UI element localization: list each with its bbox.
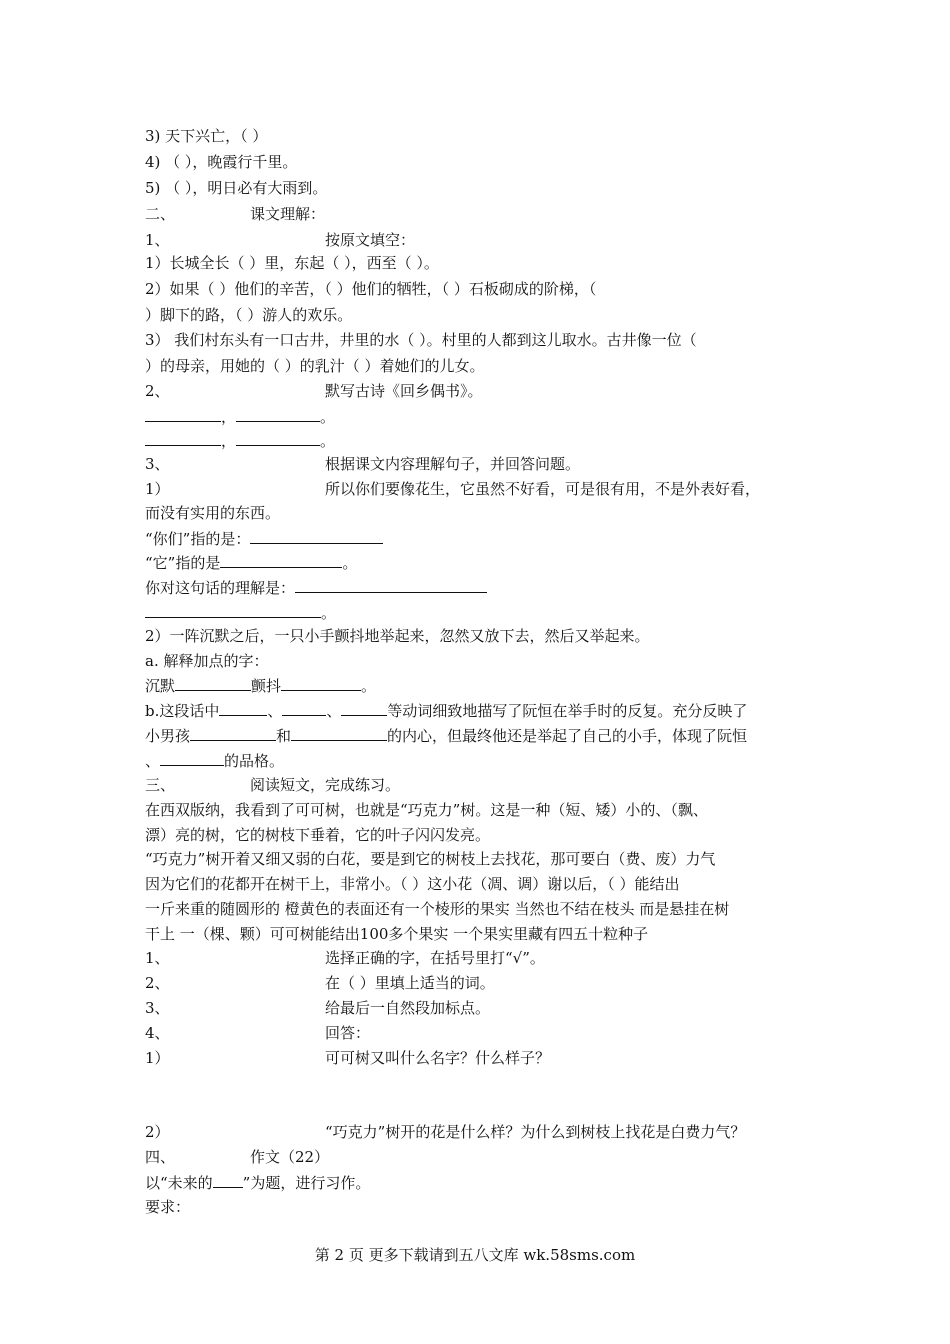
answer-1-text: 可可树又叫什么名字？什么样子？: [325, 1049, 551, 1067]
sentence-1-number: 1）: [145, 480, 170, 498]
blank[interactable]: [145, 431, 221, 446]
question-ta: “它”指的是 。: [145, 554, 358, 572]
fill-line-2: 2）如果（ ）他们的辛苦，（ ）他们的牺牲，（ ）石板砌成的阶梯，（: [145, 280, 597, 298]
passage-line-4: 因为它们的花都开在树干上，非常小。（ ）这小花（凋、调）谢以后，（ ）能结出: [145, 875, 680, 893]
poem-line-2: ， 。: [145, 431, 335, 450]
section-3-title: 阅读短文，完成练习。: [250, 776, 401, 794]
blank[interactable]: [219, 701, 267, 716]
passage-line-6: 干上 一（棵、颗）可可树能结出100多个果实 一个果实里藏有四五十粒种子: [145, 925, 649, 943]
answer-2-text: “巧克力”树开的花是什么样？为什么到树枝上找花是白费力气？: [325, 1123, 746, 1141]
answer-1-number: 1）: [145, 1049, 170, 1067]
explain-words: 沉默 颤抖 。: [145, 677, 377, 695]
section-2-number: 二、: [145, 205, 176, 223]
fill-line-3: 3） 我们村东头有一口古井，井里的水（ ）。村里的人都到这儿取水。古井像一位（: [145, 331, 697, 349]
section-3-number: 三、: [145, 776, 176, 794]
q3-1-text: 选择正确的字，在括号里打“√”。: [325, 949, 545, 967]
passage-line-2: 漂）亮的树，它的树枝下垂着，它的叶子闪闪发亮。: [145, 826, 491, 844]
section-4-title: 作文（22）: [250, 1148, 330, 1166]
essay-requirements: 要求：: [145, 1198, 191, 1216]
sub-question-b-cont: 小男孩 和 的内心，但最终他还是举起了自己的小手，体现了阮恒: [145, 727, 748, 745]
q3-3-text: 给最后一自然段加标点。: [325, 999, 491, 1017]
fill-line-1: 1）长城全长（ ）里，东起（ ），西至（ ）。: [145, 254, 439, 272]
q2-1-number: 1、: [145, 231, 170, 249]
passage-line-5: 一斤来重的随圆形的 橙黄色的表面还有一个棱形的果实 当然也不结在枝头 而是悬挂在树: [145, 900, 730, 918]
q2-2-title: 默写古诗《回乡偶书》。: [325, 382, 483, 400]
blank[interactable]: [220, 553, 342, 568]
answer-2-number: 2）: [145, 1123, 170, 1141]
sentence-2-text: 2）一阵沉默之后，一只小手颤抖地举起来，忽然又放下去，然后又举起来。: [145, 627, 650, 645]
sub-question-b-end: 、 的品格。: [145, 752, 285, 770]
blank[interactable]: [250, 529, 383, 544]
q2-1-title: 按原文填空：: [325, 231, 416, 249]
sub-question-b: b.这段话中 、 、 等动词细致地描写了阮恒在举手时的反复。充分反映了: [145, 702, 748, 720]
sentence-1-text: 所以你们要像花生，它虽然不好看，可是很有用，不是外表好看，: [325, 480, 761, 498]
blank[interactable]: [190, 726, 276, 741]
idiom-item-3: 3) 天下兴亡，（ ）: [145, 127, 268, 145]
blank[interactable]: [236, 407, 320, 422]
poem-line-1: ， 。: [145, 407, 335, 426]
fill-line-3-cont: ）的母亲，用她的（ ）的乳汁（ ）着她们的儿女。: [145, 357, 485, 375]
idiom-item-5: 5) （ ），明日必有大雨到。: [145, 179, 328, 197]
idiom-item-4: 4) （ ），晚霞行千里。: [145, 153, 298, 171]
question-understanding: 你对这句话的理解是：: [145, 578, 487, 597]
passage-line-3: “巧克力”树开着又细又弱的白花，要是到它的树枝上去找花，那可要白（费、废）力气: [145, 850, 716, 868]
section-4-number: 四、: [145, 1148, 176, 1166]
passage-line-1: 在西双版纳，我看到了可可树，也就是“巧克力”树。这是一种（短、矮）小的、（飘、: [145, 801, 708, 819]
q3-1-number: 1、: [145, 949, 170, 967]
q3-4-text: 回答：: [325, 1024, 371, 1042]
sentence-1-cont: 而没有实用的东西。: [145, 504, 281, 522]
q2-3-title: 根据课文内容理解句子，并回答问题。: [325, 455, 581, 473]
blank[interactable]: [145, 603, 321, 618]
q3-4-number: 4、: [145, 1024, 170, 1042]
q2-3-number: 3、: [145, 455, 170, 473]
blank[interactable]: [291, 726, 387, 741]
q3-2-number: 2、: [145, 974, 170, 992]
understanding-line-2: 。: [145, 603, 336, 622]
blank[interactable]: [282, 701, 326, 716]
page-footer: 第 2 页 更多下载请到五八文库 wk.58sms.com: [314, 1246, 636, 1264]
blank[interactable]: [341, 701, 387, 716]
blank[interactable]: [295, 578, 487, 593]
section-2-title: 课文理解：: [250, 205, 326, 223]
blank[interactable]: [175, 676, 251, 691]
sub-question-a: a. 解释加点的字：: [145, 652, 269, 670]
blank[interactable]: [145, 407, 221, 422]
question-nimen: “你们”指的是：: [145, 529, 383, 548]
blank[interactable]: [236, 431, 320, 446]
blank[interactable]: [281, 676, 361, 691]
blank[interactable]: [213, 1173, 243, 1188]
q3-2-text: 在（ ）里填上适当的词。: [325, 974, 495, 992]
q2-2-number: 2、: [145, 382, 170, 400]
blank[interactable]: [160, 751, 224, 766]
fill-line-2-cont: ）脚下的路，（ ）游人的欢乐。: [145, 306, 353, 324]
q3-3-number: 3、: [145, 999, 170, 1017]
essay-prompt: 以“未来的 ”为题，进行习作。: [145, 1174, 371, 1192]
